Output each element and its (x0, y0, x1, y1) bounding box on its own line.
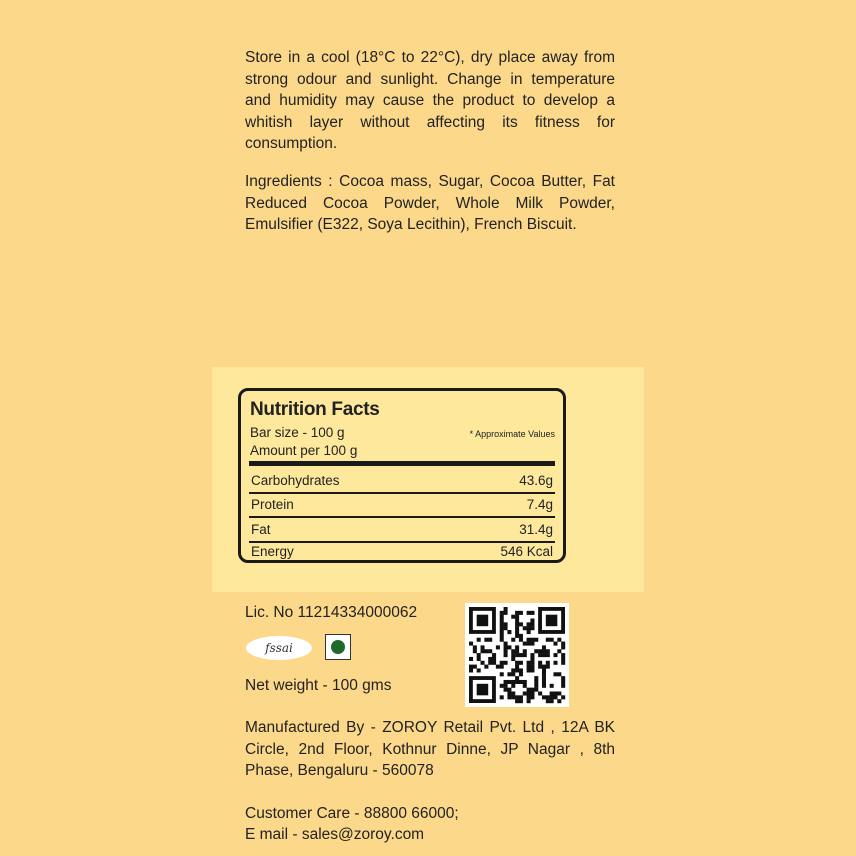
approximate-note: * Approximate Values (469, 429, 555, 439)
veg-dot (331, 640, 345, 654)
nutrition-row (249, 542, 555, 560)
nutrition-title: Nutrition Facts (250, 399, 380, 420)
nutrient-label: Fat (251, 521, 271, 537)
veg-symbol-icon (325, 634, 351, 660)
nutrient-value: 43.6g (519, 472, 553, 488)
nutrition-facts-table (238, 388, 566, 563)
nutrient-label: Energy (251, 543, 294, 559)
thick-divider (249, 461, 555, 466)
manufacturer-address: Manufactured By - ZOROY Retail Pvt. Ltd , 12A BK Circle, 2nd Floor, Kothnur Dinne, JP Nagar , 8th Phase, Bengaluru - 560078 (245, 719, 615, 779)
email-address: E mail - sales@zoroy.com (245, 826, 425, 843)
nutrition-row (249, 492, 555, 516)
nutrient-value: 31.4g (519, 521, 553, 537)
storage-instructions: Store in a cool (18°C to 22°C), dry place away from strong odour and sunlight. Change in temperature and humidity may cause the product to develop a whitish layer without affecting its fitness for consumption. (245, 49, 615, 152)
net-weight: Net weight - 100 gms (245, 677, 392, 694)
fssai-logo: fssai (246, 636, 312, 660)
customer-care: Customer Care - 88800 66000; (245, 805, 459, 822)
nutrition-row (249, 517, 555, 541)
amount-per: Amount per 100 g (250, 443, 358, 458)
license-number: Lic. No 11214334000062 (245, 604, 418, 621)
ingredients-list: Ingredients : Cocoa mass, Sugar, Cocoa Butter, Fat Reduced Cocoa Powder, Whole Milk Powder, Emulsifier (E322, Soya Lecithin), French Biscuit. (245, 173, 615, 233)
nutrient-label: Carbohydrates (251, 472, 340, 488)
nutrient-label: Protein (251, 496, 294, 512)
bar-size: Bar size - 100 g (250, 425, 345, 440)
nutrient-value: 7.4g (526, 496, 553, 512)
nutrition-row (249, 468, 555, 492)
nutrient-value: 546 Kcal (500, 543, 553, 559)
qr-code-icon (465, 603, 569, 707)
